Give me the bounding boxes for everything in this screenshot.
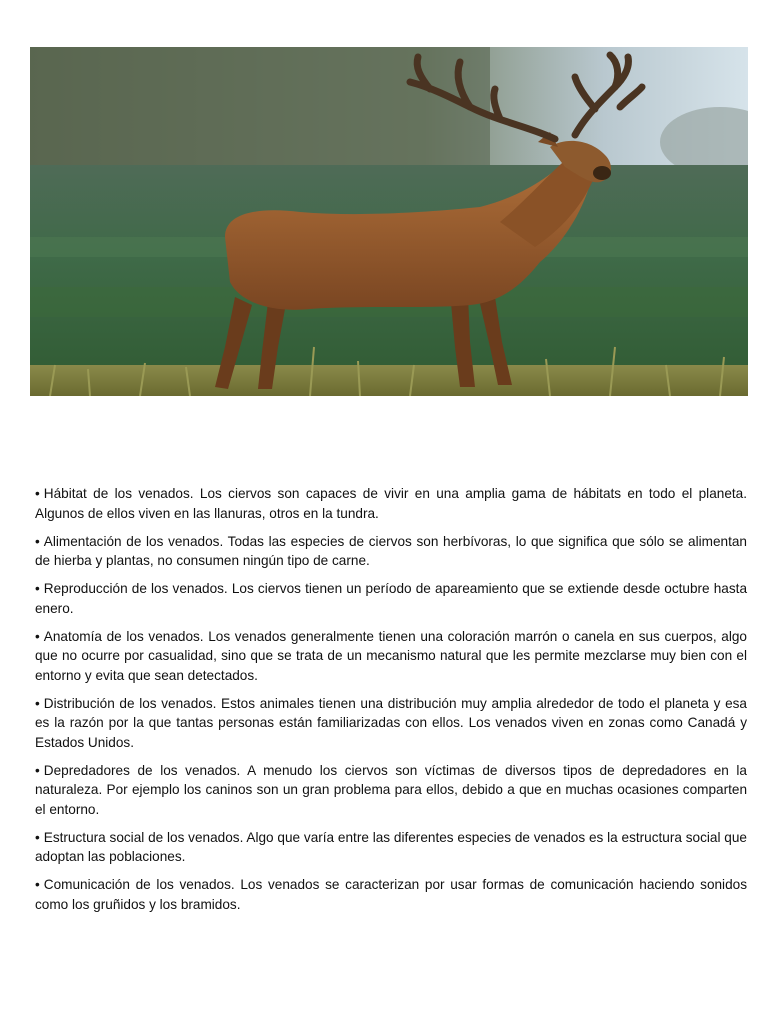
bullet: • xyxy=(35,877,40,892)
bullet: • xyxy=(35,762,40,778)
paragraph-habitat xyxy=(35,484,747,523)
paragraph-estructura-social xyxy=(35,828,747,867)
paragraph-text: Alimentación de los venados. Todas las especies de ciervos son herbívoras, lo que significa que sólo se alimentan de hierba y plantas, no consumen ningún tipo de carne. xyxy=(35,533,747,568)
bullet: • xyxy=(35,628,40,644)
paragraph-alimentacion xyxy=(35,532,747,571)
paragraph-text: Hábitat de los venados. Los ciervos son capaces de vivir en una amplia gama de hábitats en todo el planeta. Algunos de ellos viven en las llanuras, otros en la tundra. xyxy=(35,486,747,521)
article-body xyxy=(35,484,747,923)
bullet: • xyxy=(35,829,40,845)
paragraph-text: Distribución de los venados. Estos animales tienen una distribución muy amplia alrededor de todo el planeta y esa es la razón por la que tantas personas están familiarizadas con ellos. Los venados viven en zonas como Canadá y Estados Unidos. xyxy=(35,695,747,750)
deer-photo xyxy=(30,47,748,396)
paragraph-text: Depredadores de los venados. A menudo los ciervos son víctimas de diversos tipos de depredadores en la naturaleza. Por ejemplo los caninos son un gran problema para ellos, debido a que en muchas ocasiones comparten el entorno. xyxy=(35,762,747,817)
bullet: • xyxy=(35,486,40,501)
paragraph-comunicacion xyxy=(35,875,747,914)
paragraph-distribucion xyxy=(35,694,747,753)
paragraph-text: Comunicación de los venados. Los venados se caracterizan por usar formas de comunicación haciendo sonidos como los gruñidos y los bramidos. xyxy=(35,877,747,912)
bullet: • xyxy=(35,533,40,549)
paragraph-anatomia xyxy=(35,627,747,686)
paragraph-reproduccion xyxy=(35,579,747,618)
bullet: • xyxy=(35,581,40,596)
deer-illustration xyxy=(30,47,748,396)
paragraph-text: Estructura social de los venados. Algo que varía entre las diferentes especies de venados es la estructura social que adoptan las poblaciones. xyxy=(35,829,747,864)
paragraph-depredadores xyxy=(35,761,747,820)
paragraph-text: Anatomía de los venados. Los venados generalmente tienen una coloración marrón o canela en sus cuerpos, algo que no ocurre por casualidad, sino que se trata de un mecanismo natural que les permite mezclarse muy bien con el entorno y evita que sean detectados. xyxy=(35,628,747,683)
paragraph-text: Reproducción de los venados. Los ciervos tienen un período de apareamiento que se extiende desde octubre hasta enero. xyxy=(35,581,747,616)
bullet: • xyxy=(35,695,40,711)
